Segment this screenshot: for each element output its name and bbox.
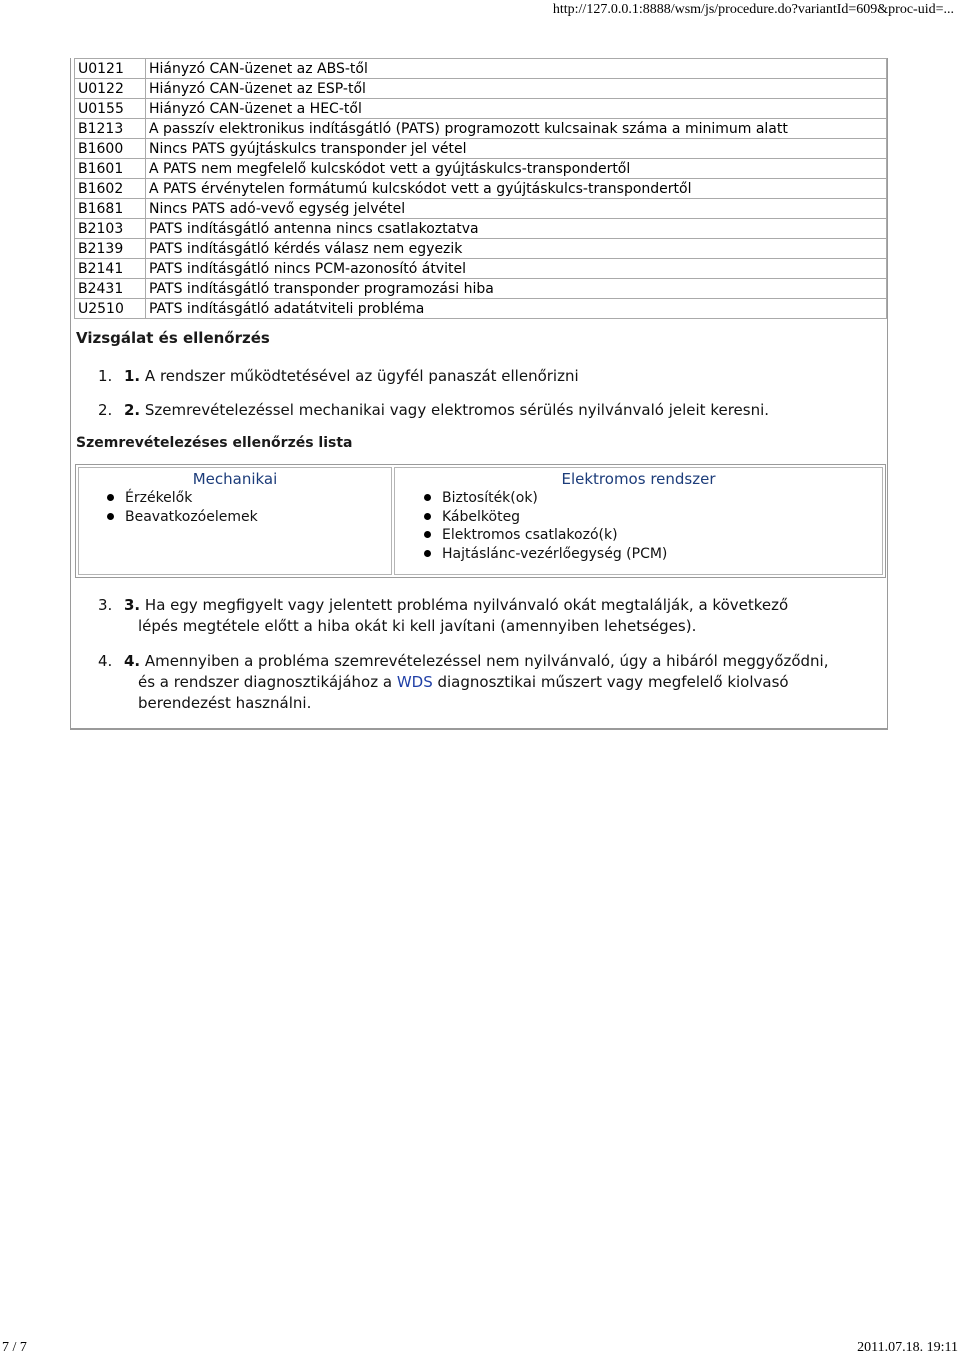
visual-inspection-table [75,464,886,578]
dtc-code: U0122 [75,79,146,99]
bullet-icon [424,513,431,520]
wds-link[interactable]: WDS [396,673,433,691]
dtc-code: B1681 [75,199,146,219]
list-item [395,526,882,545]
mechanical-list [79,489,391,526]
page-number: 7 / 7 [2,1340,27,1355]
step-bold-number: 4. [124,652,141,670]
dtc-code: U0155 [75,99,146,119]
dtc-description: Nincs PATS gyújtáskulcs transponder jel vétel [146,139,887,159]
electrical-title: Elektromos rendszer [561,470,716,488]
dtc-description: Nincs PATS adó-vevő egység jelvétel [146,199,887,219]
mechanical-column [78,467,392,575]
step-bold-number: 2. [124,401,141,419]
dtc-description: A PATS nem megfelelő kulcskódot vett a gyújtáskulcs-transpondertől [146,159,887,179]
list-item-label: Biztosíték(ok) [442,490,538,506]
step-text: Szemrevételezéssel mechanikai vagy elektromos sérülés nyilvánvaló jeleit keresni. [140,401,770,419]
bullet-icon [107,513,114,520]
bullet-icon [424,494,431,501]
dtc-code: B1601 [75,159,146,179]
dtc-row [75,99,887,119]
step-4 [98,651,828,714]
list-item [395,508,882,527]
dtc-row [75,199,887,219]
dtc-code: B2141 [75,259,146,279]
dtc-row [75,59,887,79]
step-text-pre: és a rendszer diagnosztikájához a [138,673,397,691]
dtc-code: B2103 [75,219,146,239]
dtc-code: U2510 [75,299,146,319]
section-heading: Vizsgálat és ellenőrzés [76,329,270,347]
dtc-code: B1213 [75,119,146,139]
dtc-row [75,159,887,179]
page-url-header: http://127.0.0.1:8888/wsm/js/procedure.do?variantId=609&proc-uid=... [552,2,954,17]
dtc-code: B1602 [75,179,146,199]
list-item [395,545,882,564]
step-2 [98,400,769,421]
checklist-title: Szemrevételezéses ellenőrzés lista [76,435,353,451]
dtc-row [75,119,887,139]
electrical-list [395,489,882,563]
step-number: 4. [98,652,113,670]
dtc-row [75,139,887,159]
step-3 [98,595,788,637]
dtc-row [75,219,887,239]
mechanical-title: Mechanikai [192,470,278,488]
dtc-description: Hiányzó CAN-üzenet a HEC-től [146,99,887,119]
step-text-post: diagnosztikai műszert vagy megfelelő kiolvasó [432,673,789,691]
dtc-code: U0121 [75,59,146,79]
step-text-continued: lépés megtétele előtt a hiba okát ki kell javítani (amennyiben lehetséges). [138,617,697,635]
step-bold-number: 3. [124,596,141,614]
step-number: 3. [98,596,113,614]
dtc-code: B2139 [75,239,146,259]
dtc-description: PATS indításgátló adatátviteli probléma [146,299,887,319]
dtc-row [75,299,887,319]
step-text-continued [98,672,828,693]
dtc-row [75,279,887,299]
dtc-description: A passzív elektronikus indításgátló (PATS) programozott kulcsainak száma a minimum alatt [146,119,887,139]
dtc-description: PATS indításgátló kérdés válasz nem egyezik [146,239,887,259]
bullet-icon [424,550,431,557]
print-datetime: 2011.07.18. 19:11 [857,1340,958,1355]
dtc-row [75,259,887,279]
dtc-description: PATS indításgátló transponder programozási hiba [146,279,887,299]
dtc-description: A PATS érvénytelen formátumú kulcskódot vett a gyújtáskulcs-transpondertől [146,179,887,199]
dtc-description: Hiányzó CAN-üzenet az ABS-től [146,59,887,79]
step-number: 2. [98,401,113,419]
dtc-row [75,239,887,259]
list-item-label: Kábelköteg [442,508,521,525]
bullet-icon [107,494,114,501]
dtc-code: B2431 [75,279,146,299]
list-item-label: Érzékelők [125,490,193,506]
list-item-label: Hajtáslánc-vezérlőegység (PCM) [442,545,668,562]
dtc-description: PATS indításgátló nincs PCM-azonosító átvitel [146,259,887,279]
step-text: Ha egy megfigyelt vagy jelentett probléma nyilvánvaló okát megtalálják, a következő [140,596,789,614]
step-text-continued: berendezést használni. [138,694,312,712]
dtc-row [75,179,887,199]
dtc-table [74,58,887,319]
list-item-label: Elektromos csatlakozó(k) [442,527,618,543]
list-item [395,489,882,508]
dtc-description: Hiányzó CAN-üzenet az ESP-től [146,79,887,99]
dtc-description: PATS indításgátló antenna nincs csatlakoztatva [146,219,887,239]
step-bold-number: 1. [124,367,141,385]
list-item [79,489,391,508]
dtc-row [75,79,887,99]
list-item [79,508,391,527]
electrical-column [394,467,883,575]
step-number: 1. [98,367,113,385]
step-text: Amennyiben a probléma szemrevételezéssel nem nyilvánvaló, úgy a hibáról meggyőződni, [140,652,829,670]
step-text: A rendszer működtetésével az ügyfél panaszát ellenőrizni [140,367,579,385]
list-item-label: Beavatkozóelemek [125,508,258,525]
step-1 [98,366,579,387]
bullet-icon [424,531,431,538]
dtc-code: B1600 [75,139,146,159]
